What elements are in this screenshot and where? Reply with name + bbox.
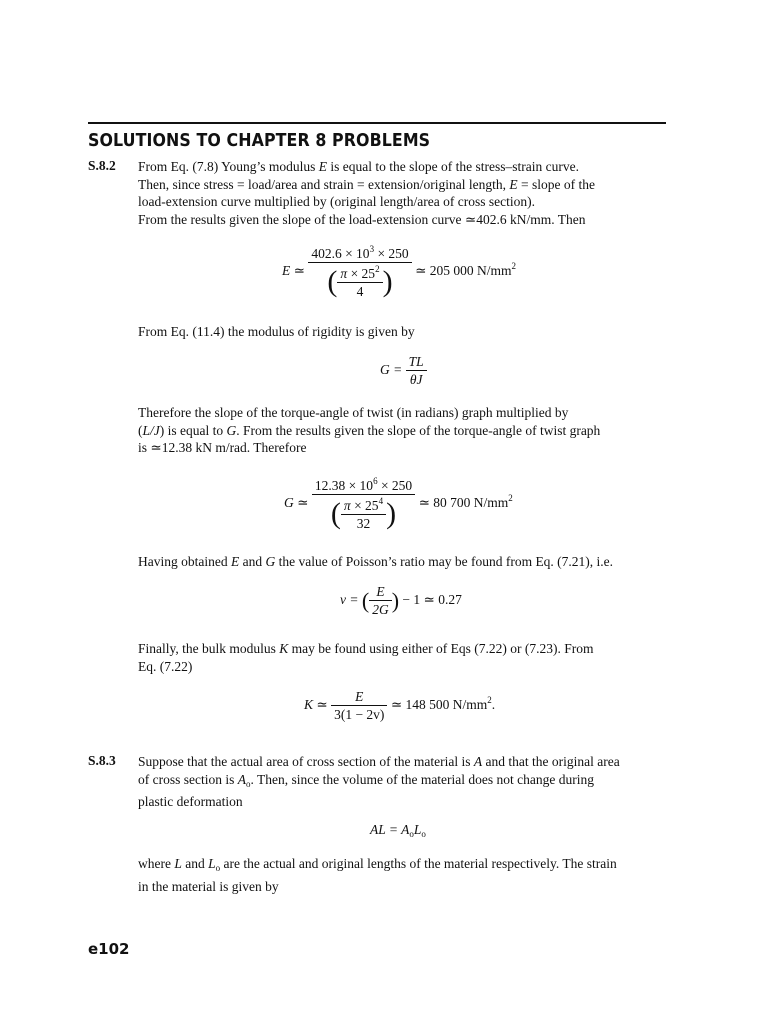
top-rule bbox=[88, 122, 666, 124]
s82-paragraph-5: Finally, the bulk modulus K may be found using either of Eqs (7.22) or (7.23). From Eq. (7.22) bbox=[138, 641, 594, 674]
s82-line-3: load-extension curve multiplied by (original length/area of cross section). bbox=[138, 194, 536, 209]
section-label-s82: S.8.2 bbox=[88, 158, 116, 173]
equation-bulk-modulus: K ≃ $\frac{E}{3(1 - 2v)}$ ≃ 148 500 $N/mm^2$. bbox=[304, 689, 496, 722]
page-number: e102 bbox=[88, 940, 130, 958]
equation-poissons-ratio: v = ( $\frac{E}{2G}$ ) − 1 ≃ 0.27 bbox=[340, 584, 462, 617]
s82-line-2: Then, since stress = load/area and strain = extension/original length, E = slope of the bbox=[138, 176, 595, 192]
s82-line-4: From the results given the slope of the load-extension curve ≃402.6 kN/mm. Then bbox=[138, 211, 586, 227]
s83-paragraph-2: where L and $L_o$ are the actual and original lengths of the material respectively. The strain in the material is given by bbox=[138, 856, 617, 894]
s82-paragraph-1 bbox=[138, 158, 670, 228]
equation-youngs-modulus: E ≃ $402.6 \times 10^3 \times 250$ ( $\frac{\pi \times 25^2}{4}$ ) ≃ 205 000 $N/mm^2$ bbox=[282, 244, 517, 299]
s82-line-1: From Eq. (7.8) Young’s modulus E is equal to the slope of the stress–strain curve. bbox=[138, 159, 579, 174]
equation-shear-modulus: G ≃ $12.38 \times 10^6 \times 250$ ( $\frac{\pi \times 25^4}{32}$ ) ≃ 80 700 $N/mm^2$ bbox=[284, 476, 513, 531]
s82-paragraph-2: From Eq. (11.4) the modulus of rigidity is given by bbox=[138, 324, 415, 339]
equation-volume-constant: AL = $A_oL_o$ bbox=[370, 822, 426, 839]
section-label-s83: S.8.3 bbox=[88, 753, 116, 768]
s82-paragraph-4: Having obtained E and G the value of Poisson’s ratio may be found from Eq. (7.21), i.e. bbox=[138, 554, 614, 569]
s82-paragraph-3: Therefore the slope of the torque-angle of twist (in radians) graph multiplied by (L/J) is equal to G. From the results given the slope of the torque-angle of twist graph is ≃12.38 kN m/rad. Therefore bbox=[138, 405, 601, 455]
equation-modulus-rigidity: G = $\frac{TL}{\theta J}$ bbox=[380, 354, 427, 388]
page-title: SOLUTIONS TO CHAPTER 8 PROBLEMS bbox=[88, 130, 431, 151]
s83-paragraph-1: Suppose that the actual area of cross section of the material is A and that the original area of cross section is $A_o$. Then, since the volume of the material does not change during plastic deformation bbox=[138, 754, 620, 809]
